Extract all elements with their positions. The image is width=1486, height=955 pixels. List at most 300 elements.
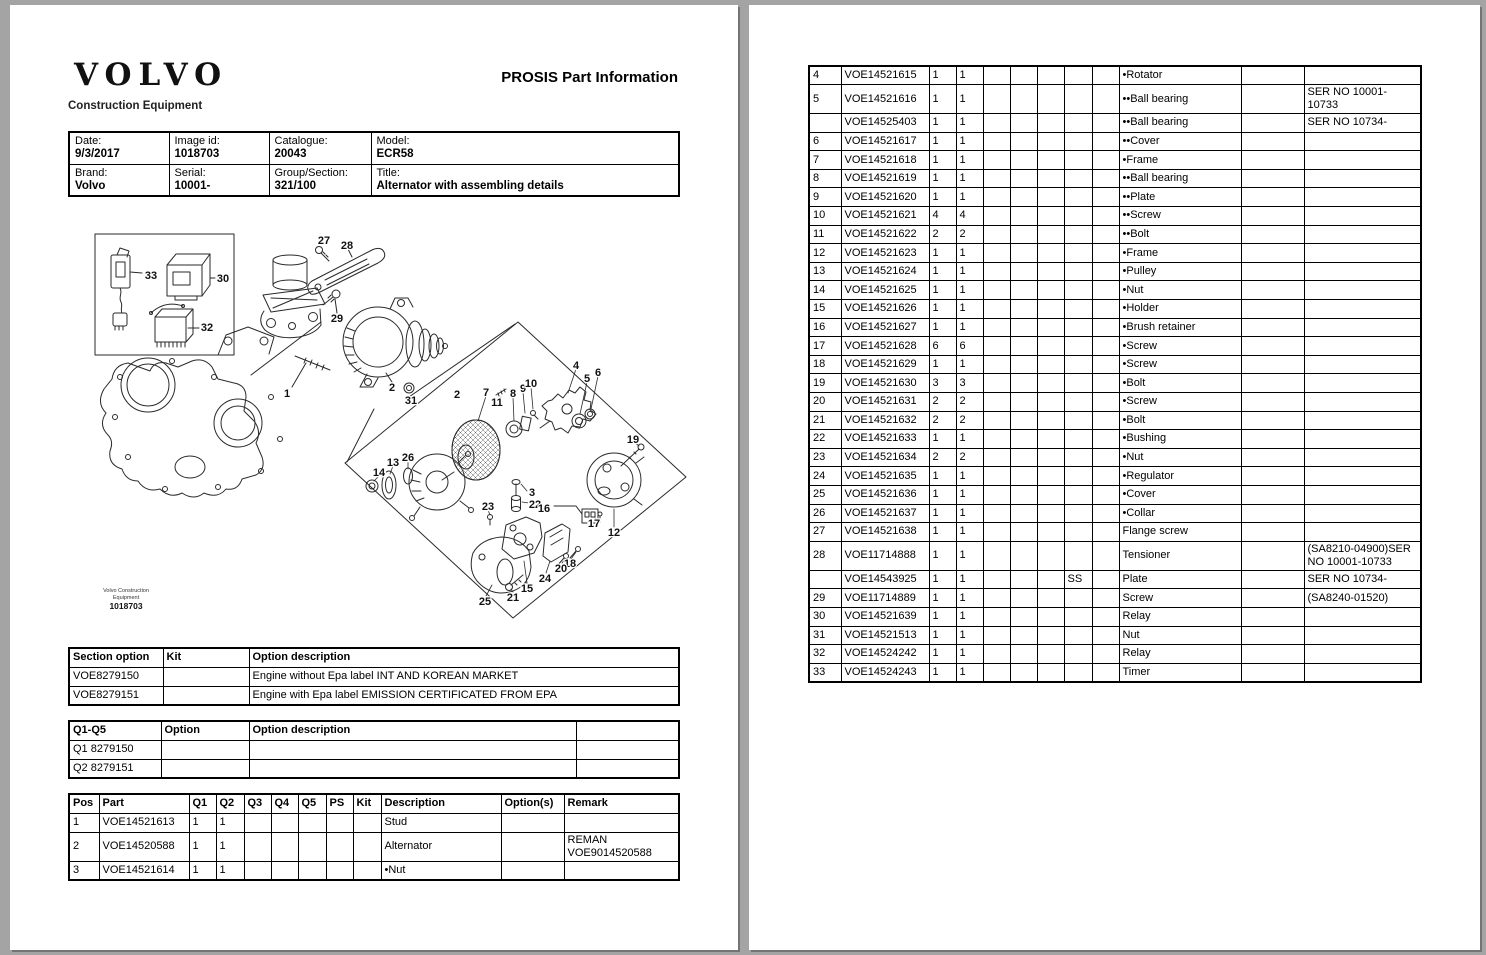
table-cell: ••Screw <box>1119 207 1241 226</box>
table-cell <box>564 861 679 880</box>
table-cell <box>983 430 1010 449</box>
figure-caption-line2: Equipment <box>112 595 140 601</box>
table-cell <box>1064 262 1092 281</box>
column-header: Kit <box>163 648 249 667</box>
table-cell <box>1010 430 1037 449</box>
table-cell: 1 <box>956 114 983 133</box>
table-cell <box>1304 262 1421 281</box>
table-cell <box>983 337 1010 356</box>
table-cell: Alternator <box>381 832 501 861</box>
table-cell: VOE14521617 <box>841 132 929 151</box>
table-cell: 14 <box>809 281 841 300</box>
table-cell <box>1241 504 1304 523</box>
table-cell <box>1241 523 1304 542</box>
table-cell: 1 <box>956 607 983 626</box>
table-cell: 5 <box>809 85 841 114</box>
info-label: Image id: <box>174 135 220 147</box>
table-cell: 12 <box>809 244 841 263</box>
table-cell: ••Plate <box>1119 188 1241 207</box>
table-cell <box>1010 663 1037 682</box>
table-cell <box>1037 225 1064 244</box>
table-cell <box>1092 645 1119 664</box>
table-cell <box>1092 225 1119 244</box>
table-cell <box>244 861 271 880</box>
table-cell: 1 <box>929 244 956 263</box>
table-cell <box>353 861 381 880</box>
table-cell <box>1010 337 1037 356</box>
table-cell: •Regulator <box>1119 467 1241 486</box>
table-row <box>809 355 1421 374</box>
info-value: 9/3/2017 <box>75 148 120 160</box>
table-cell: 2 <box>69 832 99 861</box>
table-cell: VOE14524243 <box>841 663 929 682</box>
table-cell: 1 <box>956 570 983 589</box>
parts-table <box>68 793 680 881</box>
info-cell <box>169 132 269 164</box>
exploded-parts-diagram <box>68 225 690 645</box>
table-cell: (SA8240-01520) <box>1304 589 1421 608</box>
table-row <box>809 485 1421 504</box>
table-cell <box>1092 337 1119 356</box>
table-cell <box>983 663 1010 682</box>
table-cell: •Brush retainer <box>1119 318 1241 337</box>
column-header: Option(s) <box>501 794 564 813</box>
table-cell <box>1010 207 1037 226</box>
table-cell <box>576 740 679 759</box>
table-cell <box>1241 626 1304 645</box>
table-cell <box>1010 626 1037 645</box>
table-cell: •Frame <box>1119 151 1241 170</box>
table-cell <box>1241 485 1304 504</box>
table-cell <box>1092 300 1119 319</box>
table-cell: VOE14521636 <box>841 485 929 504</box>
table-cell: 1 <box>956 626 983 645</box>
table-row <box>69 686 679 705</box>
table-cell <box>1064 114 1092 133</box>
table-cell <box>576 759 679 778</box>
table-cell: 1 <box>956 589 983 608</box>
table-cell <box>1010 411 1037 430</box>
diagram-callout-21: 21 <box>506 592 520 604</box>
table-row <box>69 759 679 778</box>
table-cell <box>1037 85 1064 114</box>
table-cell: Tensioner <box>1119 541 1241 570</box>
table-cell: 2 <box>929 411 956 430</box>
table-cell <box>1010 244 1037 263</box>
table-cell: 1 <box>956 523 983 542</box>
table-cell <box>1092 393 1119 412</box>
table-cell <box>1064 523 1092 542</box>
info-row <box>69 132 679 164</box>
table-cell: 1 <box>956 355 983 374</box>
table-cell: Plate <box>1119 570 1241 589</box>
table-cell: 1 <box>216 832 244 861</box>
table-cell <box>1010 523 1037 542</box>
table-cell <box>1037 504 1064 523</box>
table-cell <box>1092 504 1119 523</box>
table-row <box>809 151 1421 170</box>
table-cell: 1 <box>956 467 983 486</box>
table-cell <box>501 813 564 832</box>
table-cell <box>1037 114 1064 133</box>
table-cell <box>1304 374 1421 393</box>
table-cell: VOE14521638 <box>841 523 929 542</box>
info-label: Serial: <box>174 166 206 179</box>
table-cell: VOE14521632 <box>841 411 929 430</box>
table-cell <box>1064 85 1092 114</box>
table-cell: 1 <box>929 541 956 570</box>
table-cell: VOE14525403 <box>841 114 929 133</box>
table-cell <box>983 355 1010 374</box>
table-cell: VOE14521615 <box>841 66 929 85</box>
table-cell <box>1304 300 1421 319</box>
table-cell <box>1241 225 1304 244</box>
table-cell: 1 <box>929 66 956 85</box>
table-row <box>809 114 1421 133</box>
table-cell <box>1064 207 1092 226</box>
table-cell: 1 <box>929 523 956 542</box>
table-cell <box>271 813 298 832</box>
table-row <box>809 541 1421 570</box>
table-cell: •Frame <box>1119 244 1241 263</box>
table-cell <box>1241 281 1304 300</box>
table-cell <box>1304 467 1421 486</box>
table-cell <box>1064 169 1092 188</box>
table-cell: 1 <box>929 151 956 170</box>
table-cell: VOE14521624 <box>841 262 929 281</box>
table-cell: Relay <box>1119 645 1241 664</box>
info-label: Catalogue: <box>274 135 328 147</box>
page-1 <box>10 5 738 950</box>
table-cell <box>353 832 381 861</box>
table-cell <box>1010 374 1037 393</box>
table-cell <box>1010 151 1037 170</box>
table-cell: 3 <box>69 861 99 880</box>
table-cell: •Screw <box>1119 337 1241 356</box>
column-header: Option description <box>249 721 576 740</box>
header-row <box>69 721 679 740</box>
table-cell: VOE14521633 <box>841 430 929 449</box>
table-row <box>809 225 1421 244</box>
table-cell <box>1064 448 1092 467</box>
table-cell: 18 <box>809 355 841 374</box>
table-cell <box>564 813 679 832</box>
table-cell: ••Ball bearing <box>1119 85 1241 114</box>
document-info-table <box>68 131 680 197</box>
info-label: Date: <box>75 135 102 147</box>
table-cell: 1 <box>216 813 244 832</box>
table-cell <box>1092 523 1119 542</box>
table-cell <box>1037 589 1064 608</box>
table-cell <box>1010 645 1037 664</box>
diagram-callout-10: 10 <box>524 378 538 390</box>
table-cell: 17 <box>809 337 841 356</box>
column-header: Q3 <box>244 794 271 813</box>
table-cell: 1 <box>956 169 983 188</box>
column-header: Kit <box>353 794 381 813</box>
table-cell <box>1241 318 1304 337</box>
diagram-callout-9: 9 <box>519 383 527 395</box>
info-row <box>69 164 679 196</box>
table-cell <box>983 485 1010 504</box>
table-cell: 1 <box>929 85 956 114</box>
table-cell <box>1241 114 1304 133</box>
table-cell <box>1241 411 1304 430</box>
table-cell <box>1037 541 1064 570</box>
table-cell <box>1010 467 1037 486</box>
table-cell: •Cover <box>1119 485 1241 504</box>
diagram-callout-24: 24 <box>538 573 552 585</box>
table-cell <box>983 169 1010 188</box>
table-cell: 10 <box>809 207 841 226</box>
table-cell <box>1064 663 1092 682</box>
table-cell: 26 <box>809 504 841 523</box>
table-cell <box>983 448 1010 467</box>
table-cell <box>1304 523 1421 542</box>
table-cell <box>1241 374 1304 393</box>
header-row <box>69 648 679 667</box>
table-cell: VOE14521628 <box>841 337 929 356</box>
table-cell <box>1010 114 1037 133</box>
table-cell <box>1010 169 1037 188</box>
figure-image-number: 1018703 <box>109 601 143 611</box>
table-cell: VOE14521626 <box>841 300 929 319</box>
volvo-logo: VOLVO <box>74 57 229 93</box>
column-header: Part <box>99 794 189 813</box>
table-cell: 2 <box>956 225 983 244</box>
table-row <box>69 861 679 880</box>
table-cell: 1 <box>929 663 956 682</box>
table-cell <box>983 411 1010 430</box>
table-cell <box>1037 169 1064 188</box>
info-cell <box>371 132 679 164</box>
table-cell: ••Ball bearing <box>1119 114 1241 133</box>
table-cell <box>809 570 841 589</box>
table-cell: 1 <box>929 430 956 449</box>
table-cell: 1 <box>929 169 956 188</box>
table-cell: 23 <box>809 448 841 467</box>
table-cell: •Bushing <box>1119 430 1241 449</box>
table-cell <box>1304 151 1421 170</box>
figure-caption-line1: Volvo Construction <box>103 588 149 594</box>
table-row <box>809 393 1421 412</box>
table-cell: 28 <box>809 541 841 570</box>
table-cell: 1 <box>956 188 983 207</box>
table-cell <box>1304 169 1421 188</box>
diagram-callout-4: 4 <box>572 360 580 372</box>
table-cell <box>1064 411 1092 430</box>
table-cell: 27 <box>809 523 841 542</box>
header-row <box>69 794 679 813</box>
table-cell <box>1241 645 1304 664</box>
diagram-callout-2: 2 <box>388 382 396 394</box>
table-cell <box>1010 504 1037 523</box>
table-cell <box>983 374 1010 393</box>
info-value: 321/100 <box>274 179 317 192</box>
diagram-callout-3: 3 <box>528 487 536 499</box>
table-cell <box>983 85 1010 114</box>
diagram-callout-31: 31 <box>404 395 418 407</box>
table-cell: 6 <box>929 337 956 356</box>
table-cell: 1 <box>956 663 983 682</box>
table-cell <box>983 114 1010 133</box>
table-cell: 1 <box>956 300 983 319</box>
table-cell <box>1037 645 1064 664</box>
table-cell: 1 <box>929 318 956 337</box>
table-cell <box>1010 318 1037 337</box>
table-cell <box>1092 355 1119 374</box>
table-cell: 1 <box>956 151 983 170</box>
table-cell <box>1037 467 1064 486</box>
table-cell: 20 <box>809 393 841 412</box>
table-cell: 1 <box>956 504 983 523</box>
q-options-table <box>68 720 680 779</box>
column-header: Remark <box>564 794 679 813</box>
table-cell <box>298 813 326 832</box>
diagram-callout-23: 23 <box>481 501 495 513</box>
table-cell: 1 <box>929 645 956 664</box>
table-cell: VOE14521630 <box>841 374 929 393</box>
table-cell: 30 <box>809 607 841 626</box>
table-cell <box>1241 607 1304 626</box>
table-cell <box>1037 207 1064 226</box>
table-cell: VOE8279151 <box>69 686 163 705</box>
table-cell <box>1092 411 1119 430</box>
table-cell <box>983 244 1010 263</box>
table-cell <box>1010 589 1037 608</box>
table-cell <box>1037 300 1064 319</box>
table-cell <box>1304 448 1421 467</box>
table-cell <box>1064 318 1092 337</box>
table-cell <box>244 813 271 832</box>
table-cell <box>1037 66 1064 85</box>
info-cell <box>69 132 169 164</box>
table-cell <box>1037 281 1064 300</box>
table-cell: 24 <box>809 467 841 486</box>
page-2 <box>749 5 1480 950</box>
table-cell: 1 <box>956 430 983 449</box>
table-cell: Engine with Epa label EMISSION CERTIFICATED FROM EPA <box>249 686 679 705</box>
table-cell <box>983 188 1010 207</box>
table-cell <box>1092 169 1119 188</box>
table-row <box>809 570 1421 589</box>
table-cell: SS <box>1064 570 1092 589</box>
table-cell <box>271 832 298 861</box>
table-cell <box>1037 523 1064 542</box>
table-cell <box>809 114 841 133</box>
table-cell <box>1092 541 1119 570</box>
table-cell <box>1037 570 1064 589</box>
table-cell: 2 <box>929 448 956 467</box>
table-cell <box>1037 355 1064 374</box>
table-cell <box>1037 318 1064 337</box>
table-cell: ••Ball bearing <box>1119 169 1241 188</box>
table-cell <box>1241 66 1304 85</box>
info-value: Alternator with assembling details <box>376 179 564 192</box>
info-value: ECR58 <box>376 148 414 160</box>
table-cell: VOE14521620 <box>841 188 929 207</box>
table-cell <box>1304 337 1421 356</box>
info-value: 10001- <box>174 179 211 192</box>
table-cell: Flange screw <box>1119 523 1241 542</box>
table-cell <box>1037 132 1064 151</box>
table-cell <box>501 832 564 861</box>
table-cell: 1 <box>929 281 956 300</box>
table-cell <box>163 667 249 686</box>
table-cell <box>1092 448 1119 467</box>
table-cell <box>983 607 1010 626</box>
table-cell: 8 <box>809 169 841 188</box>
column-header: Q5 <box>298 794 326 813</box>
table-cell <box>249 740 576 759</box>
table-cell: VOE14521637 <box>841 504 929 523</box>
table-row <box>809 626 1421 645</box>
column-header: Q1 <box>189 794 216 813</box>
column-header: Q4 <box>271 794 298 813</box>
table-cell: VOE14521619 <box>841 169 929 188</box>
table-cell <box>1064 645 1092 664</box>
table-cell: REMAN VOE9014520588 <box>564 832 679 861</box>
diagram-callout-12: 12 <box>607 527 621 539</box>
diagram-callout-13: 13 <box>386 457 400 469</box>
table-cell <box>244 832 271 861</box>
table-cell <box>983 589 1010 608</box>
table-cell: VOE14543925 <box>841 570 929 589</box>
info-value: 20043 <box>274 148 307 160</box>
table-cell: 6 <box>809 132 841 151</box>
table-cell: •Bolt <box>1119 411 1241 430</box>
table-cell <box>1304 645 1421 664</box>
table-cell: VOE11714889 <box>841 589 929 608</box>
table-cell <box>1037 188 1064 207</box>
table-cell: •Collar <box>1119 504 1241 523</box>
column-header: Q2 <box>216 794 244 813</box>
table-cell <box>983 225 1010 244</box>
table-cell <box>1010 355 1037 374</box>
table-cell: VOE14521639 <box>841 607 929 626</box>
table-row <box>809 589 1421 608</box>
column-header: Option description <box>249 648 679 667</box>
table-cell: 1 <box>956 132 983 151</box>
table-cell <box>1037 411 1064 430</box>
diagram-callout-22: 22 <box>528 499 542 511</box>
table-cell <box>1010 393 1037 412</box>
table-row <box>809 607 1421 626</box>
table-cell: VOE14521627 <box>841 318 929 337</box>
info-cell <box>69 164 169 196</box>
table-cell: VOE8279150 <box>69 667 163 686</box>
table-cell <box>1064 225 1092 244</box>
section-options-table <box>68 647 680 706</box>
table-cell <box>1064 467 1092 486</box>
table-cell <box>1037 485 1064 504</box>
table-cell <box>1304 318 1421 337</box>
table-cell: VOE14521631 <box>841 393 929 412</box>
info-label: Model: <box>376 135 410 147</box>
table-cell: 21 <box>809 411 841 430</box>
table-cell <box>1304 244 1421 263</box>
table-cell: 1 <box>929 188 956 207</box>
diagram-callout-17: 17 <box>587 518 601 530</box>
parts-table-continued <box>808 65 1422 683</box>
table-cell <box>298 832 326 861</box>
table-row <box>809 300 1421 319</box>
table-cell <box>983 300 1010 319</box>
diagram-callout-1: 1 <box>283 388 291 400</box>
table-cell: 13 <box>809 262 841 281</box>
table-cell <box>1010 132 1037 151</box>
table-cell <box>1241 337 1304 356</box>
